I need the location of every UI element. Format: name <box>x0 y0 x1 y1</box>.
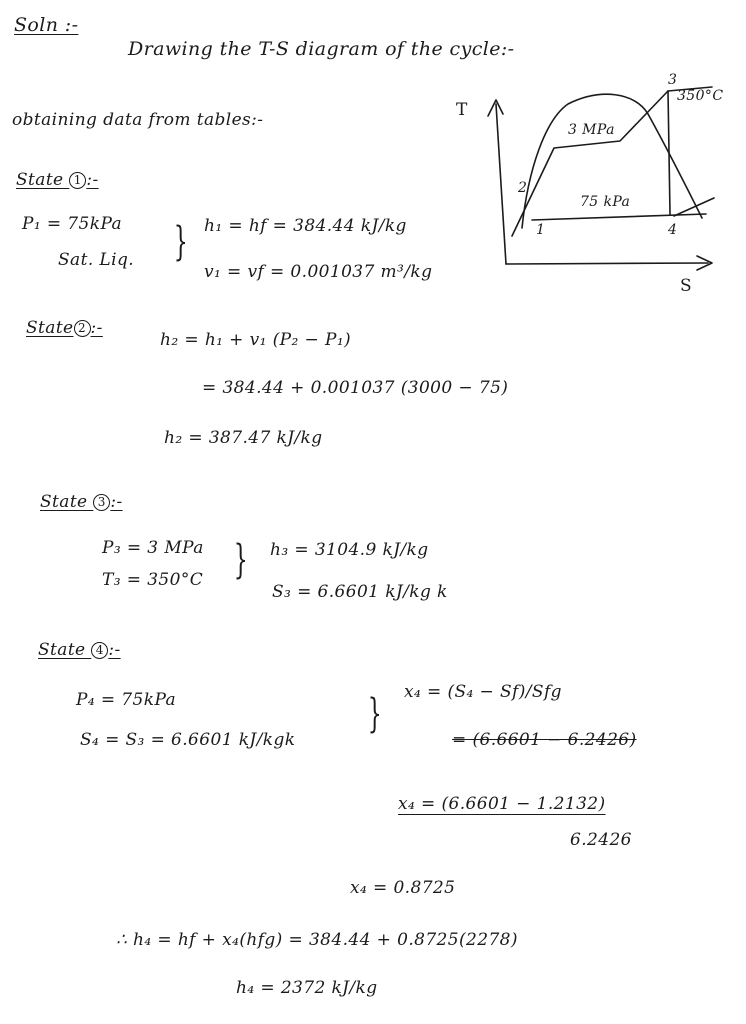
obtaining-data-label: obtaining data from tables:- <box>12 110 264 130</box>
h4-equation: ∴ h₄ = hf + x₄(hfg) = 384.44 + 0.8725(2278) <box>116 930 518 950</box>
x4-numerator: x₄ = (6.6601 − 1.2132) <box>398 794 606 814</box>
state-2-circle: 2 <box>74 320 91 337</box>
state-4-heading: State 4 :- <box>38 640 121 660</box>
point-4-label: 4 <box>668 222 678 238</box>
state-1-satliq: Sat. Liq. <box>58 250 135 270</box>
soln-label: Soln :- <box>14 14 79 36</box>
label-75kpa: 75 kPa <box>580 194 631 210</box>
state-3-h3: h₃ = 3104.9 kJ/kg <box>270 540 429 560</box>
state-1-brace: } <box>173 219 188 265</box>
x4-value: x₄ = 0.8725 <box>350 878 456 898</box>
state-3-p3: P₃ = 3 MPa <box>102 538 204 558</box>
state-2-eq3: h₂ = 387.47 kJ/kg <box>164 428 323 448</box>
isobar-3mpa <box>512 91 668 236</box>
isobar-75kpa <box>532 214 706 220</box>
state-4-s4: S₄ = S₃ = 6.6601 kJ/kgk <box>80 730 296 750</box>
expansion-line <box>668 91 670 214</box>
page-title: Drawing the T-S diagram of the cycle:- <box>128 38 515 60</box>
state-1-v1: v₁ = vf = 0.001037 m³/kg <box>204 262 433 282</box>
label-350c: 350°C <box>677 88 724 104</box>
x4-denominator: 6.2426 <box>570 830 632 850</box>
state-1-heading: State 1 :- <box>16 170 99 190</box>
state-2-heading: State 2 :- <box>26 318 103 338</box>
state-3-brace: } <box>233 537 248 583</box>
h4-value: h₄ = 2372 kJ/kg <box>236 978 378 998</box>
label-3mpa: 3 MPa <box>568 122 615 138</box>
state-3-circle: 3 <box>93 494 110 511</box>
state-1-h1: h₁ = hf = 384.44 kJ/kg <box>204 216 407 236</box>
state-2-eq2: = 384.44 + 0.001037 (3000 − 75) <box>202 378 509 398</box>
point-3-label: 3 <box>668 72 678 88</box>
s-axis-label: S <box>680 276 693 296</box>
point-1-label: 1 <box>536 222 546 238</box>
state-4-brace: } <box>367 691 382 737</box>
point-2-label: 2 <box>518 180 528 196</box>
state-4-p4: P₄ = 75kPa <box>76 690 177 710</box>
s-axis-line <box>506 263 708 264</box>
x4-definition: x₄ = (S₄ − Sf)/Sfg <box>404 682 562 702</box>
t-axis-line <box>496 104 506 264</box>
x4-struck-out: = (6.6601 − 6.2426) <box>452 730 637 750</box>
t-axis-label: T <box>456 100 468 120</box>
state-1-p1: P₁ = 75kPa <box>22 214 123 234</box>
state-1-circle: 1 <box>69 172 86 189</box>
state-3-heading: State 3 :- <box>40 492 123 512</box>
state-4-circle: 4 <box>91 642 108 659</box>
state-3-t3: T₃ = 350°C <box>102 570 204 590</box>
state-2-eq1: h₂ = h₁ + v₁ (P₂ − P₁) <box>160 330 352 350</box>
state-3-s3: S₃ = 6.6601 kJ/kg k <box>272 582 448 602</box>
